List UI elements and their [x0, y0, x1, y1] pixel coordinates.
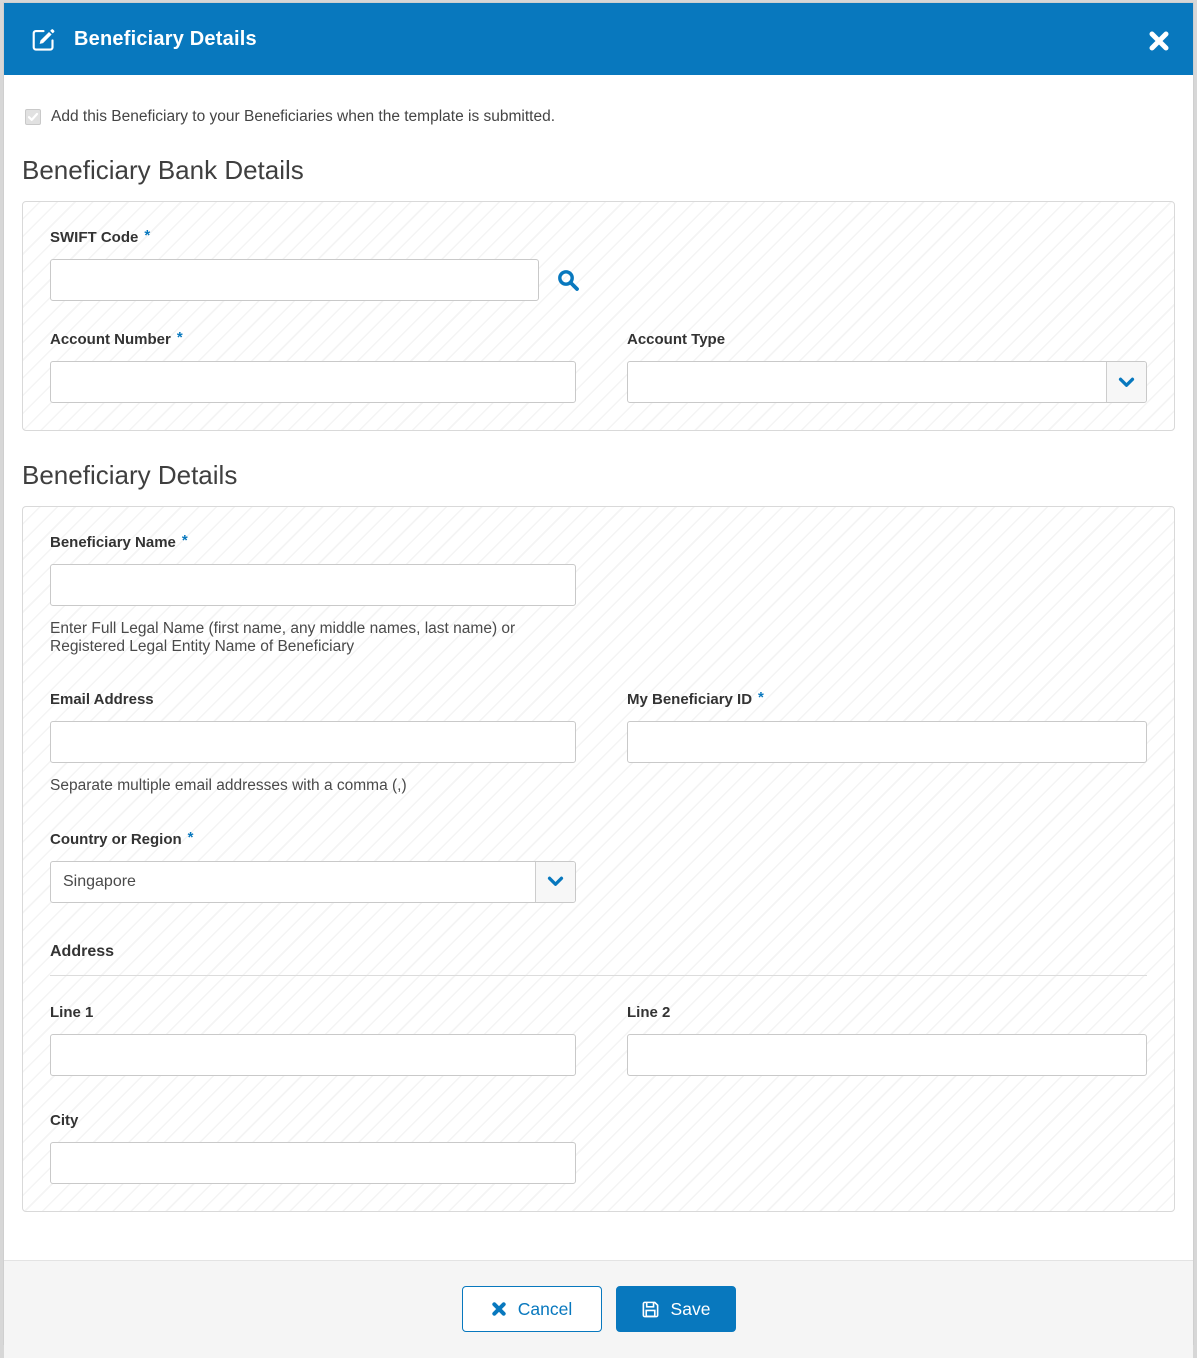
line2-label: Line 2 — [627, 1003, 671, 1021]
beneficiary-id-label: My Beneficiary ID — [627, 690, 753, 708]
beneficiary-id-field — [627, 688, 1147, 763]
account-type-field — [627, 331, 1147, 403]
beneficiary-section-heading: Beneficiary Details — [22, 460, 238, 490]
edit-icon — [30, 26, 57, 53]
line1-input[interactable] — [50, 1034, 576, 1076]
city-input[interactable] — [50, 1142, 576, 1184]
email-label: Email Address — [50, 690, 154, 708]
save-button[interactable] — [616, 1286, 736, 1332]
close-button[interactable] — [1147, 29, 1171, 53]
cancel-label: Cancel — [517, 1298, 573, 1319]
close-icon — [1147, 29, 1171, 53]
modal-footer — [4, 1260, 1193, 1358]
city-field — [50, 1112, 576, 1184]
address-line1-field — [50, 1004, 576, 1076]
modal-header — [4, 3, 1193, 75]
country-value: Singapore — [63, 872, 136, 890]
account-number-input[interactable] — [50, 361, 576, 403]
address-line2-field — [627, 1004, 1147, 1076]
add-beneficiary-checkbox[interactable] — [25, 109, 41, 125]
email-field — [50, 691, 576, 795]
email-input[interactable] — [50, 721, 576, 763]
country-label: Country or Region — [50, 830, 182, 848]
account-type-label: Account Type — [627, 331, 726, 348]
search-icon — [556, 268, 580, 292]
city-label: City — [50, 1111, 79, 1129]
beneficiary-name-field — [50, 534, 576, 657]
address-heading: Address — [50, 942, 115, 960]
address-divider — [50, 975, 1147, 976]
page-title: Beneficiary Details — [74, 27, 257, 50]
required-asterisk: * — [144, 227, 151, 244]
country-select[interactable] — [50, 861, 576, 903]
required-asterisk: * — [187, 828, 194, 846]
chevron-down-icon — [1118, 377, 1135, 388]
swift-field — [50, 229, 1147, 301]
checkmark-icon — [27, 111, 39, 123]
beneficiary-name-label: Beneficiary Name — [50, 534, 176, 551]
beneficiary-id-input[interactable] — [627, 721, 1147, 763]
account-type-toggle — [1106, 362, 1146, 402]
add-beneficiary-row — [22, 108, 1175, 126]
beneficiary-name-input[interactable] — [50, 564, 576, 606]
required-asterisk: * — [176, 329, 183, 346]
save-disk-icon — [641, 1300, 660, 1319]
add-beneficiary-label: Add this Beneficiary to your Beneficiaries when the template is submitted. — [51, 108, 556, 125]
country-toggle — [535, 862, 575, 902]
account-number-field — [50, 331, 576, 403]
cancel-x-icon — [491, 1301, 507, 1317]
required-asterisk: * — [181, 532, 188, 549]
save-label: Save — [670, 1298, 711, 1319]
bank-section-heading: Beneficiary Bank Details — [22, 155, 304, 185]
swift-code-input[interactable] — [50, 259, 539, 301]
country-field — [50, 828, 576, 903]
cancel-button[interactable] — [462, 1286, 602, 1332]
line1-label: Line 1 — [50, 1003, 94, 1021]
swift-label: SWIFT Code — [50, 229, 139, 246]
email-helper: Separate multiple email addresses with a comma (,) — [50, 776, 407, 794]
account-type-select[interactable] — [627, 361, 1147, 403]
bank-details-panel — [22, 201, 1175, 431]
swift-lookup-button[interactable] — [556, 268, 580, 292]
modal-body — [4, 75, 1193, 1260]
chevron-down-icon — [547, 876, 564, 887]
account-number-label: Account Number — [50, 331, 171, 348]
required-asterisk: * — [758, 688, 764, 706]
beneficiary-name-helper: Enter Full Legal Name (first name, any middle names, last name) or Registered Legal Entity Name of Beneficiary — [50, 620, 516, 656]
beneficiary-details-panel — [22, 506, 1175, 1212]
beneficiary-details-modal — [3, 2, 1194, 1345]
line2-input[interactable] — [627, 1034, 1147, 1076]
